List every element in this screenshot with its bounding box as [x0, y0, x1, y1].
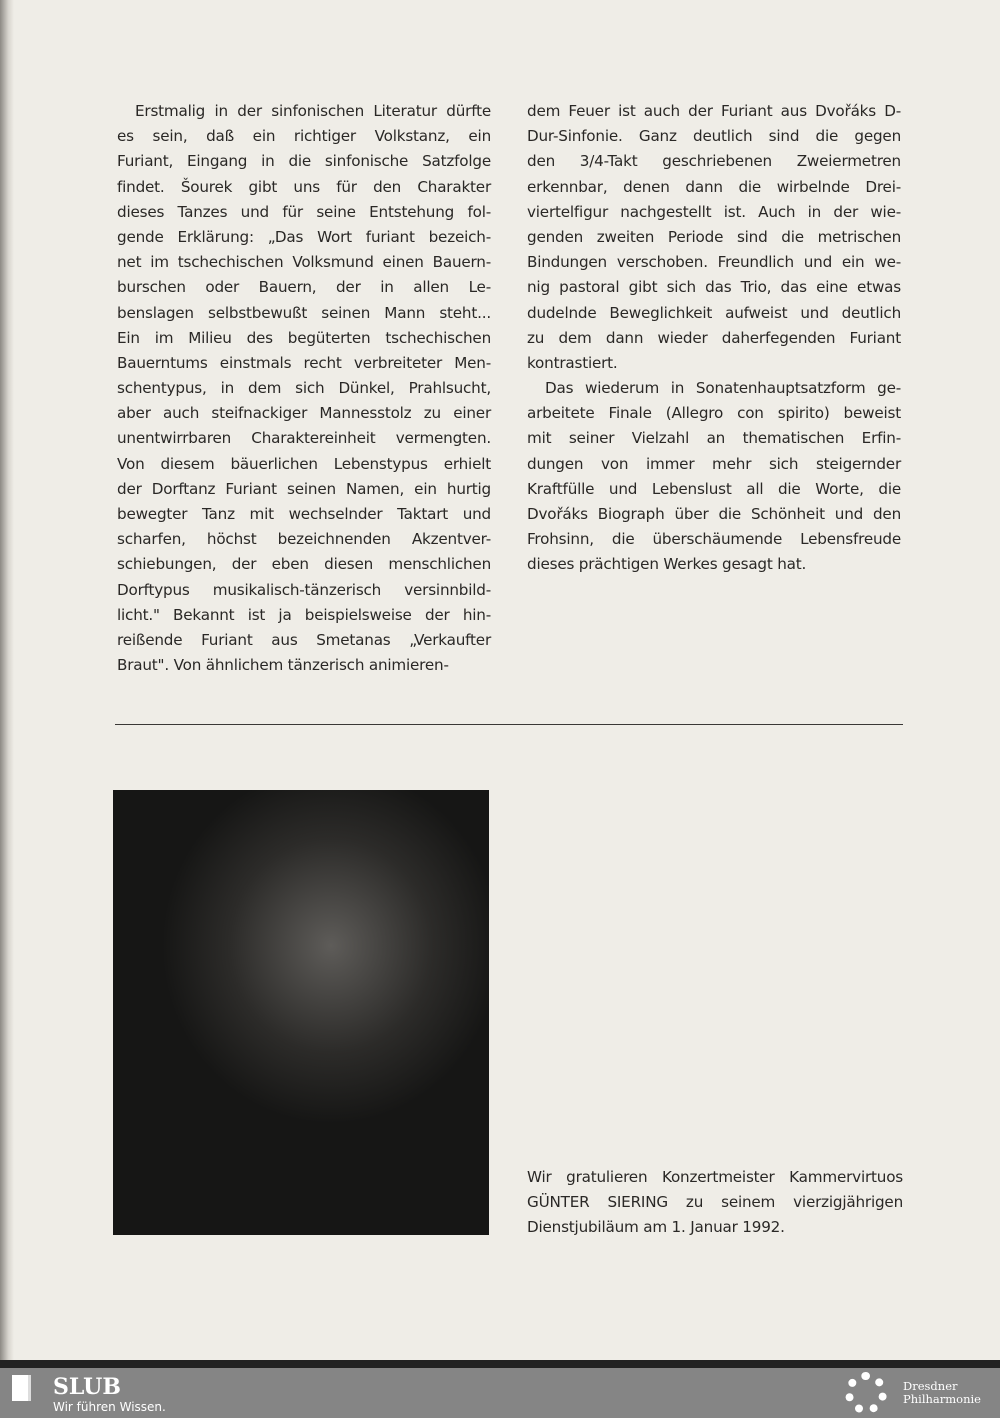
text-line: der Dorftanz Furiant seinen Namen, ein hurtig [117, 479, 491, 498]
text-line: arbeitete Finale (Allegro con spirito) beweist [527, 404, 901, 423]
text-line: dungen von immer mehr sich steigernder [527, 454, 901, 473]
text-line: Ein im Milieu des begüterten tschechischen [117, 328, 491, 347]
text-line: reißende Furiant aus Smetanas „Verkaufter [117, 630, 491, 649]
text-line: GÜNTER SIERING zu seinem vierzigjährigen [527, 1193, 903, 1212]
text-line: dieses Tanzes und für seine Entstehung fol- [117, 202, 491, 221]
text-line: erkennbar, denen dann die wirbelnde Drei- [527, 177, 901, 196]
text-line: Dur-Sinfonie. Ganz deutlich sind die gegen [527, 127, 901, 146]
text-line: scharfen, höchst bezeichnenden Akzentver- [117, 530, 491, 549]
footer-bar [0, 1368, 1000, 1418]
philharmonie-logo-icon [845, 1372, 887, 1414]
philharmonie-line1: Dresdner [903, 1379, 958, 1393]
section-divider [115, 724, 903, 725]
text-line: schentypus, in dem sich Dünkel, Prahlsucht, [117, 379, 491, 398]
text-line: genden zweiten Periode sind die metrischen [527, 227, 901, 246]
text-line: gende Erklärung: „Das Wort furiant bezeich- [117, 227, 491, 246]
text-line: mit seiner Vielzahl an thematischen Erfin- [527, 429, 901, 448]
text-line: nig pastoral gibt sich das Trio, das eine etwas [527, 278, 901, 297]
text-line: Dorftypus musikalisch-tänzerisch versinnbild- [117, 580, 491, 599]
text-line: Kraftfülle und Lebenslust all die Worte, die [527, 479, 901, 498]
text-line: schiebungen, der eben diesen menschlichen [117, 555, 491, 574]
text-line: dudelnde Beweglichkeit aufweist und deutlich [527, 303, 901, 322]
text-line: Bindungen verschoben. Freundlich und ein we- [527, 253, 901, 272]
text-line: bewegter Tanz mit wechselnder Taktart und [117, 505, 491, 523]
text-line: Erstmalig in der sinfonischen Literatur dürfte [135, 102, 491, 120]
text-line: Furiant, Eingang in die sinfonische Satzfolge [117, 152, 491, 171]
text-line: net im tschechischen Volksmund einen Bauern- [117, 253, 491, 272]
text-line: burschen oder Bauern, der in allen Le- [117, 278, 491, 297]
text-line: aber auch steifnackiger Mannesstolz zu einer [117, 404, 491, 423]
text-line: Dienstjubiläum am 1. Januar 1992. [527, 1218, 785, 1237]
text-line: dem Feuer ist auch der Furiant aus Dvořáks D- [527, 102, 901, 120]
text-line: Bauerntums einstmals recht verbreiteter Men- [117, 353, 491, 372]
text-line: Braut". Von ähnlichem tänzerisch animieren- [117, 656, 449, 675]
text-line: Das wiederum in Sonatenhauptsatzform ge- [545, 379, 901, 398]
philharmonie-line2: Philharmonie [903, 1392, 981, 1406]
left-text-column [117, 99, 491, 678]
text-line: zu dem dann wieder daherfegenden Furiant [527, 328, 901, 347]
text-line: den 3/4-Takt geschriebenen Zweiermetren [527, 152, 901, 171]
right-text-column [527, 99, 901, 578]
text-line: viertelfigur nachgestellt ist. Auch in der wie- [527, 202, 901, 221]
slub-logo[interactable]: SLUB [53, 1374, 121, 1400]
text-line: kontrastiert. [527, 353, 618, 372]
text-line: findet. Šourek gibt uns für den Charakter [117, 177, 491, 196]
text-line: Dvořáks Biograph über die Schönheit und den [527, 505, 901, 523]
text-line: benslagen selbstbewußt seinen Mann steht... [117, 303, 491, 322]
text-line: es sein, daß ein richtiger Volkstanz, ein [117, 127, 491, 146]
footer-band [0, 1360, 1000, 1368]
text-line: unentwirrbaren Charaktereinheit vermengten. [117, 429, 491, 448]
text-line: Frohsinn, die überschäumende Lebensfreude [527, 530, 901, 549]
text-line: licht." Bekannt ist ja beispielsweise der hin- [117, 605, 491, 624]
text-line: dieses prächtigen Werkes gesagt hat. [527, 555, 807, 574]
text-line: Von diesem bäuerlichen Lebenstypus erhielt [117, 454, 491, 473]
text-line: Wir gratulieren Konzertmeister Kammervirtuos [527, 1168, 903, 1186]
slub-tagline: Wir führen Wissen. [53, 1400, 166, 1414]
philharmonie-name[interactable] [903, 1380, 981, 1406]
page-binding-edge [0, 0, 14, 1360]
slub-book-icon [12, 1375, 31, 1401]
photo-caption [527, 1165, 903, 1241]
portrait-photo [113, 790, 489, 1235]
